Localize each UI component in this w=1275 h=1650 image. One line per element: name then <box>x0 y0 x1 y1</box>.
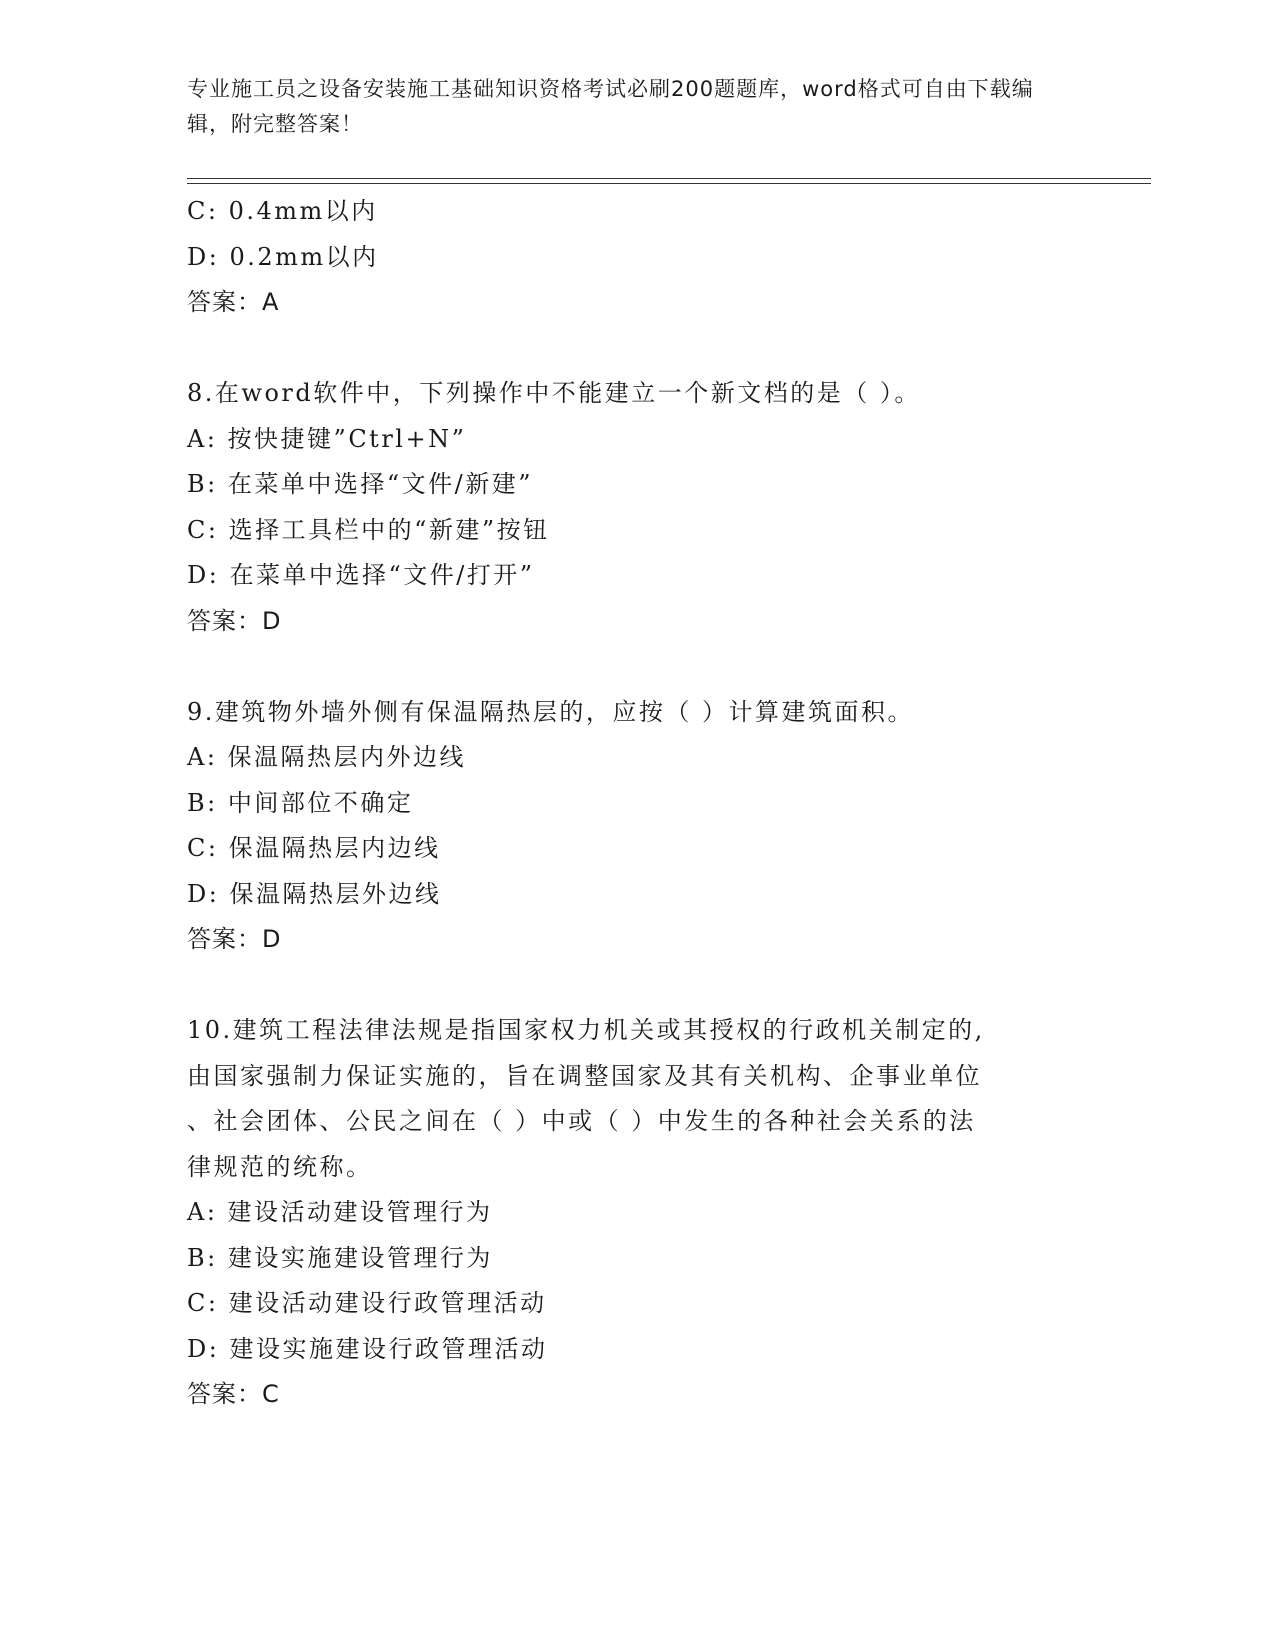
option-a: A: 按快捷键”Ctrl+N” <box>187 424 467 453</box>
question-stem: 8.在word软件中，下列操作中不能建立一个新文档的是（ ）。 <box>187 379 921 407</box>
spacer <box>187 644 1067 690</box>
option-b: B: 在菜单中选择“文件/新建” <box>187 470 533 498</box>
option-d: D: 建设实施建设行政管理活动 <box>187 1334 548 1363</box>
option-a: A: 建设活动建设管理行为 <box>187 1198 493 1226</box>
option-c: C: 建设活动建设行政管理活动 <box>187 1289 547 1317</box>
option-d: D: 保温隔热层外边线 <box>187 879 442 908</box>
answer-line: 答案：D <box>187 606 282 635</box>
option-b: B: 中间部位不确定 <box>187 788 414 817</box>
option-c: C: 选择工具栏中的“新建”按钮 <box>187 515 550 544</box>
answer-line: 答案：C <box>187 1380 280 1408</box>
option-d: D: 在菜单中选择“文件/打开” <box>187 561 535 589</box>
header-divider <box>187 178 1151 184</box>
question-stem-line: 、社会团体、公民之间在（ ）中或（ ）中发生的各种社会关系的法 <box>187 1107 976 1135</box>
question-stem-line: 由国家强制力保证实施的，旨在调整国家及其有关机构、企事业单位 <box>187 1061 982 1090</box>
option-b: B: 建设实施建设管理行为 <box>187 1243 493 1272</box>
question-stem: 9.建筑物外墙外侧有保温隔热层的，应按（ ）计算建筑面积。 <box>187 697 915 726</box>
option-a: A: 保温隔热层内外边线 <box>187 743 467 771</box>
answer-line: 答案：A <box>187 288 280 316</box>
option-c: C: 0.4mm以内 <box>187 197 378 225</box>
answer-line: 答案：D <box>187 925 282 953</box>
spacer <box>187 963 1067 1009</box>
option-c: C: 保温隔热层内边线 <box>187 834 441 862</box>
page-header: 专业施工员之设备安装施工基础知识资格考试必刷200题题库，word格式可自由下载编辑，附完整答案！ <box>187 77 1034 136</box>
question-stem-line: 10.建筑工程法律法规是指国家权力机关或其授权的行政机关制定的, <box>187 1016 985 1044</box>
option-d: D: 0.2mm以内 <box>187 242 379 271</box>
question-content <box>187 189 1067 1418</box>
spacer <box>187 326 1067 372</box>
question-stem-line: 律规范的统称。 <box>187 1152 373 1181</box>
